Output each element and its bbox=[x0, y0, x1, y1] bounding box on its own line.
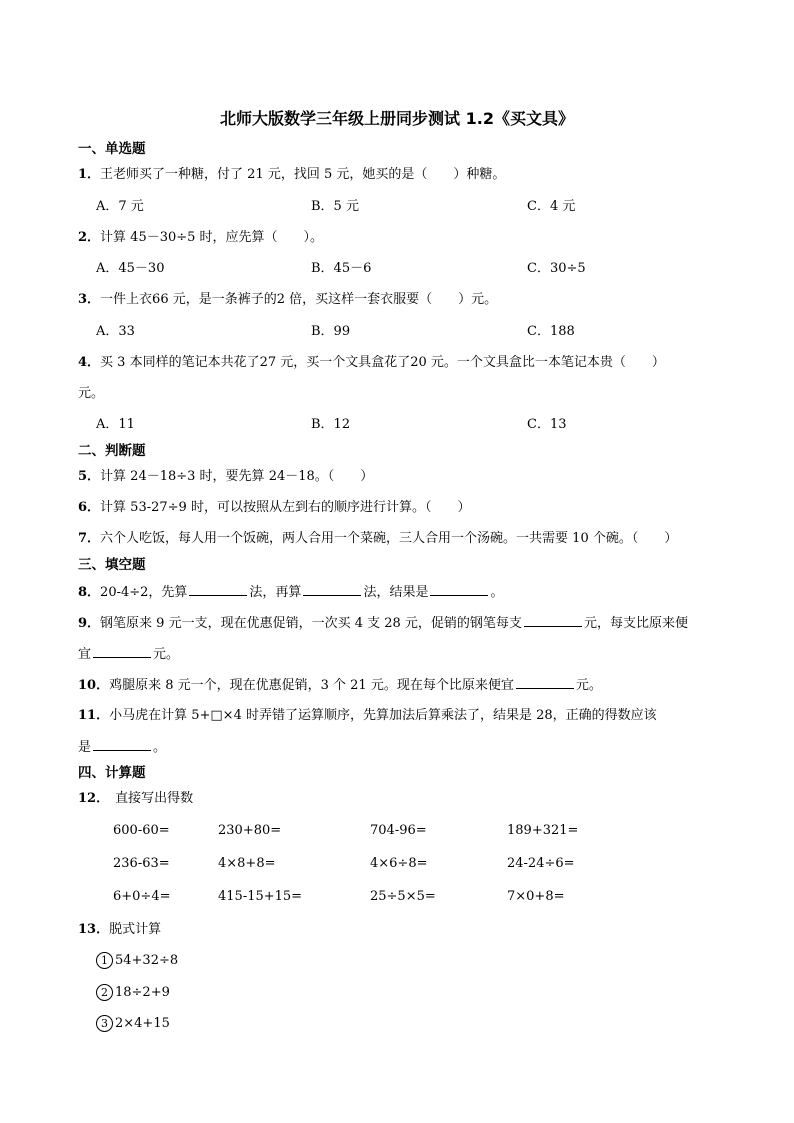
question-text: 20-4÷2，先算 bbox=[100, 585, 188, 600]
calc-item: 230+80= bbox=[218, 823, 282, 838]
question-text: 是 bbox=[78, 740, 92, 755]
expression: 54+32÷8 bbox=[115, 953, 179, 968]
question-11-continued bbox=[78, 738, 166, 757]
question-number: 12． bbox=[78, 791, 110, 806]
question-number: 4． bbox=[78, 355, 101, 370]
question-text: 一件上衣66 元，是一条裤子的2 倍，买这样一套衣服要（ ）元。 bbox=[100, 292, 498, 307]
question-2 bbox=[78, 229, 323, 247]
question-text: 鸡腿原来 8 元一个，现在优惠促销，3 个 21 元。现在每个比原来便宜 bbox=[109, 678, 514, 693]
question-9 bbox=[78, 614, 688, 633]
question-number: 10． bbox=[78, 678, 110, 693]
question-number: 1． bbox=[78, 167, 101, 182]
question-text: 买 3 本同样的笔记本共花了27 元，买一个文具盒花了20 元。一个文具盒比一本笔记本贵（ ） bbox=[100, 355, 665, 370]
circled-number: 1 bbox=[96, 952, 113, 969]
question-text: 法，结果是 bbox=[363, 585, 429, 600]
answer-blank[interactable] bbox=[516, 676, 574, 689]
question-number: 9． bbox=[78, 616, 101, 631]
question-text: 。 bbox=[490, 585, 504, 600]
page-title: 北师大版数学三年级上册同步测试 1.2《买文具》 bbox=[220, 109, 574, 128]
question-text: 王老师买了一种糖，付了 21 元，找回 5 元，她买的是（ ）种糖。 bbox=[100, 167, 506, 182]
question-number: 7． bbox=[78, 531, 101, 546]
question-number: 8． bbox=[78, 585, 101, 600]
question-number: 11． bbox=[78, 708, 110, 723]
calc-item: 236-63= bbox=[113, 856, 170, 871]
question-12 bbox=[78, 790, 193, 808]
calc-item: 7×0+8= bbox=[507, 889, 565, 904]
calc-item: 600-60= bbox=[113, 823, 170, 838]
option-c: C．4 元 bbox=[527, 199, 576, 214]
question-text: 脱式计算 bbox=[109, 922, 162, 937]
calc-item: 25÷5×5= bbox=[370, 889, 436, 904]
question-4-continued: 元。 bbox=[78, 386, 105, 401]
calc-item: 6+0÷4= bbox=[113, 889, 171, 904]
question-7 bbox=[78, 530, 677, 548]
calc-item: 189+321= bbox=[507, 823, 579, 838]
section-heading-fill-blank: 三、填空题 bbox=[78, 557, 146, 573]
question-text: 法，再算 bbox=[249, 585, 302, 600]
option-a: A．7 元 bbox=[96, 199, 144, 214]
section-heading-single-choice: 一、单选题 bbox=[78, 141, 146, 157]
option-c: C．13 bbox=[527, 417, 567, 432]
question-text: 钢笔原来 9 元一支，现在优惠促销，一次买 4 支 28 元，促销的钢笔每支 bbox=[100, 616, 522, 631]
question-number: 2． bbox=[78, 230, 101, 245]
question-text: 宜 bbox=[78, 647, 92, 662]
question-text: 六个人吃饭，每人用一个饭碗，两人合用一个菜碗，三人合用一个汤碗。一共需要 10 个碗。（ ） bbox=[100, 531, 678, 546]
calc-item: 415-15+15= bbox=[218, 889, 303, 904]
question-4 bbox=[78, 354, 665, 372]
option-b: B．5 元 bbox=[311, 199, 359, 214]
question-text: 元。 bbox=[575, 678, 602, 693]
question-8 bbox=[78, 583, 503, 602]
question-3 bbox=[78, 291, 497, 309]
option-b: B．45－6 bbox=[311, 261, 372, 276]
question-text: 计算 45－30÷5 时，应先算（ ）。 bbox=[100, 230, 324, 245]
section-heading-true-false: 二、判断题 bbox=[78, 443, 146, 459]
option-a: A．45－30 bbox=[96, 261, 165, 276]
option-c: C．188 bbox=[527, 324, 575, 339]
answer-blank[interactable] bbox=[524, 614, 582, 627]
section-heading-calculation: 四、计算题 bbox=[78, 765, 146, 781]
answer-blank[interactable] bbox=[303, 583, 361, 596]
answer-blank[interactable] bbox=[189, 583, 247, 596]
question-11 bbox=[78, 707, 657, 725]
question-13 bbox=[78, 921, 161, 939]
answer-blank[interactable] bbox=[430, 583, 488, 596]
calc-item: 4×6÷8= bbox=[370, 856, 428, 871]
calc-item: 24-24÷6= bbox=[507, 856, 575, 871]
circled-number: 3 bbox=[96, 1015, 113, 1032]
option-b: B．12 bbox=[311, 417, 351, 432]
question-number: 6． bbox=[78, 500, 101, 515]
question-text: 计算 53-27÷9 时，可以按照从左到右的顺序进行计算。（ ） bbox=[100, 500, 471, 515]
option-a: A．33 bbox=[96, 324, 135, 339]
option-b: B．99 bbox=[311, 324, 351, 339]
circled-number: 2 bbox=[96, 984, 113, 1001]
question-10 bbox=[78, 676, 602, 695]
question-number: 3． bbox=[78, 292, 101, 307]
calc-item: 4×8+8= bbox=[218, 856, 276, 871]
question-text: 。 bbox=[153, 740, 167, 755]
step-calc-item bbox=[96, 1015, 170, 1033]
option-c: C．30÷5 bbox=[527, 261, 586, 276]
calc-item: 704-96= bbox=[370, 823, 427, 838]
question-text: 计算 24－18÷3 时，要先算 24－18。（ ） bbox=[100, 469, 374, 484]
question-1 bbox=[78, 166, 505, 184]
answer-blank[interactable] bbox=[93, 738, 151, 751]
expression: 2×4+15 bbox=[115, 1016, 170, 1031]
question-9-continued bbox=[78, 645, 179, 664]
question-text: 元。 bbox=[153, 647, 180, 662]
step-calc-item bbox=[96, 952, 178, 970]
question-6 bbox=[78, 499, 470, 517]
question-text: 元，每支比原来便 bbox=[583, 616, 688, 631]
expression: 18÷2+9 bbox=[115, 985, 170, 1000]
question-number: 5． bbox=[78, 469, 101, 484]
question-text: 直接写出得数 bbox=[115, 791, 194, 806]
answer-blank[interactable] bbox=[93, 645, 151, 658]
question-number: 13． bbox=[78, 922, 110, 937]
step-calc-item bbox=[96, 984, 170, 1002]
question-5 bbox=[78, 468, 373, 486]
question-text: 小马虎在计算 5+□×4 时弄错了运算顺序，先算加法后算乘法了，结果是 28，正确的得数应该 bbox=[109, 708, 657, 723]
option-a: A．11 bbox=[96, 417, 135, 432]
